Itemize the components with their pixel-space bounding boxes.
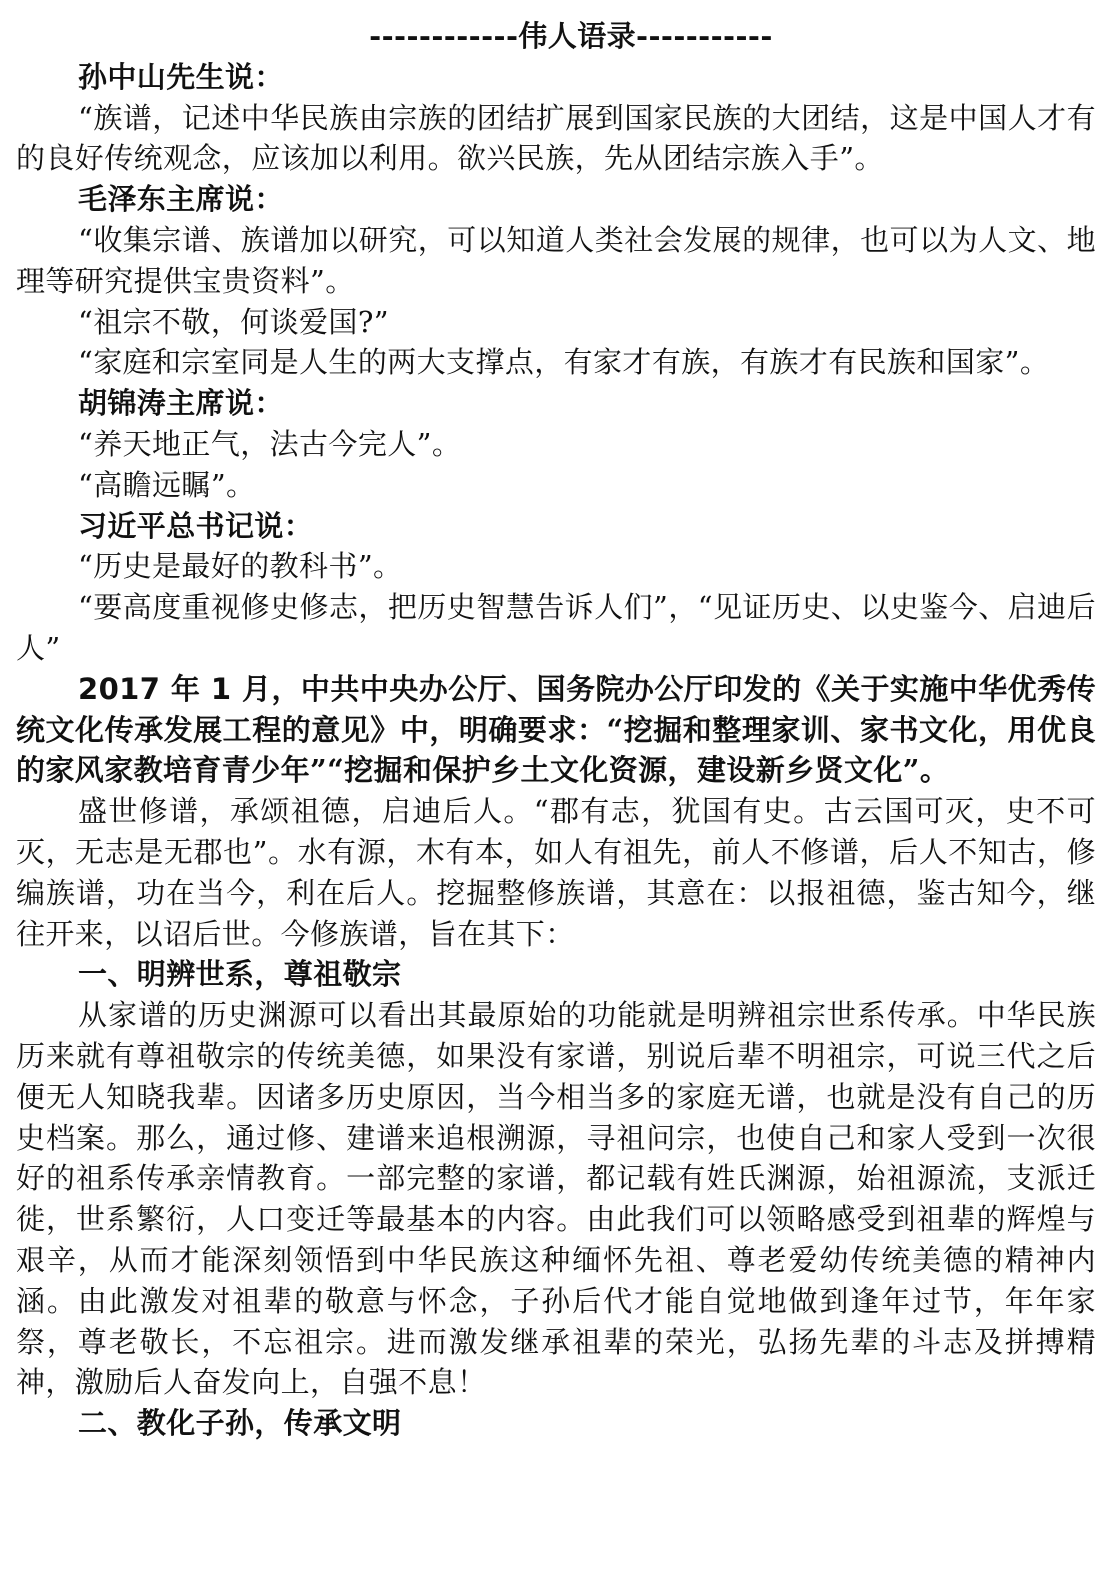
policy-month: 1	[210, 671, 232, 706]
quote-paragraph: “养天地正气，法古今完人”。	[78, 426, 462, 461]
speaker-heading: 孙中山先生说：	[78, 59, 284, 94]
quote-paragraph: “历史是最好的教科书”。	[78, 549, 403, 584]
quote-paragraph: “家庭和宗室同是人生的两大支撑点，有家才有族，有族才有民族和国家”。	[78, 345, 1050, 380]
page-title: ------------伟人语录-----------	[369, 19, 773, 53]
quote-paragraph: “祖宗不敬，何谈爱国?”	[78, 304, 389, 339]
section-heading: 一、明辨世系，尊祖敬宗	[78, 957, 402, 992]
policy-text: 月，中共中央办公厅、国务院办公厅印发的《关于实施中华优秀传统文化传承发展工程的意见》中，明确要求：“挖掘和整理家训、家书文化，用优良的家风家教培育青少年”“挖掘和保护乡土文化资源，建设新乡贤文化”。	[16, 671, 1096, 788]
speaker-heading: 毛泽东主席说：	[78, 182, 284, 217]
section-heading: 二、教化子孙，传承文明	[78, 1406, 402, 1441]
speaker-heading: 胡锦涛主席说：	[78, 386, 284, 421]
quote-paragraph: “要高度重视修史修志，把历史智慧告诉人们”，“见证历史、以史鉴今、启迪后人”	[16, 590, 1096, 665]
policy-year: 2017	[78, 671, 161, 706]
policy-year-unit: 年	[160, 671, 211, 706]
quote-paragraph: “族谱，记述中华民族由宗族的团结扩展到国家民族的大团结，这是中国人才有的良好传统观念，应该加以利用。欲兴民族，先从团结宗族入手”。	[16, 100, 1096, 176]
intro-paragraph: 盛世修谱，承颂祖德，启迪后人。“郡有志，犹国有史。古云国可灭，史不可灭，无志是无郡也”。水有源，木有本，如人有祖先，前人不修谱，后人不知古，修编族谱，功在当今，利在后人。挖掘整修族谱，其意在：以报祖德，鉴古知今，继往开来，以诏后世。今修族谱，旨在其下：	[16, 794, 1096, 951]
policy-paragraph	[16, 669, 1096, 791]
quote-paragraph: “收集宗谱、族谱加以研究，可以知道人类社会发展的规律，也可以为人文、地理等研究提供宝贵资料”。	[16, 222, 1096, 298]
quote-paragraph: “高瞻远瞩”。	[78, 467, 256, 502]
speaker-heading: 习近平总书记说：	[78, 508, 314, 543]
section-body: 从家谱的历史渊源可以看出其最原始的功能就是明辨祖宗世系传承。中华民族历来就有尊祖敬宗的传统美德，如果没有家谱，别说后辈不明祖宗，可说三代之后便无人知晓我辈。因诸多历史原因，当今相当多的家庭无谱，也就是没有自己的历史档案。那么，通过修、建谱来追根溯源，寻祖问宗，也使自己和家人受到一次很好的祖系传承亲情教育。一部完整的家谱，都记载有姓氏渊源，始祖源流，支派迁徙，世系繁衍，人口变迁等最基本的内容。由此我们可以领略感受到祖辈的辉煌与艰辛，从而才能深刻领悟到中华民族这种缅怀先祖、尊老爱幼传统美德的精神内涵。由此激发对祖辈的敬意与怀念，子孙后代才能自觉地做到逢年过节，年年家祭，尊老敬长，不忘祖宗。进而激发继承祖辈的荣光，弘扬先辈的斗志及拼搏精神，激励后人奋发向上，自强不息！	[16, 998, 1096, 1400]
